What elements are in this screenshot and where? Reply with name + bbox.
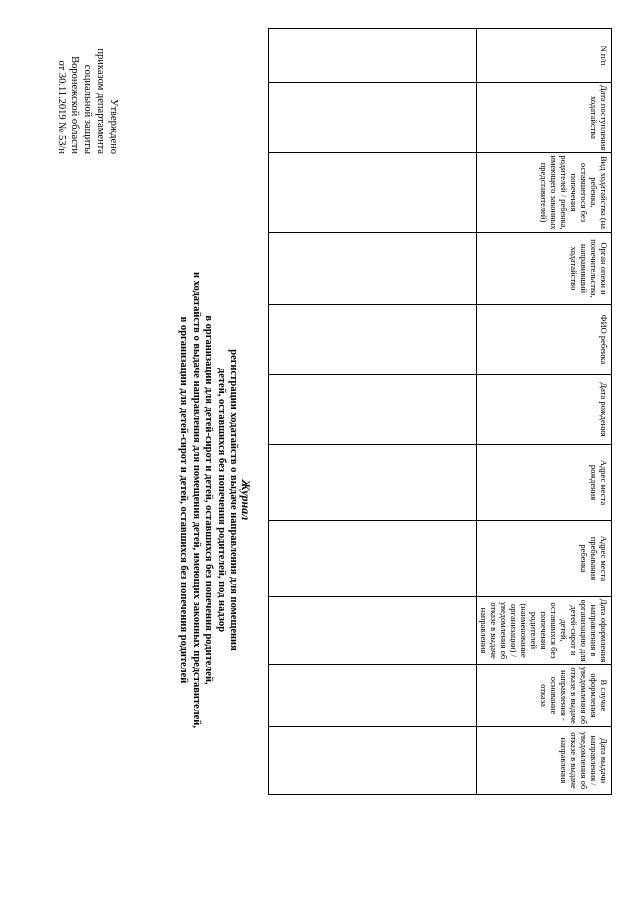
column-header-residence-address: Адрес места пребывания ребенка [477,521,612,597]
heading-line: в организации для детей-сирот и детей, оставшихся без попечения родителей, [203,315,215,685]
table-cell [269,665,477,727]
column-header-petition-type: Вид ходатайства (на ребенка, оставшегося без попечения родителей / ребенка, имеющего законных представителей) [477,153,612,233]
table-cell [269,29,477,83]
table-cell [269,83,477,153]
column-header-guardianship-authority: Орган опеки и попечительства, направивший ходатайство [477,233,612,305]
column-header-number: N п/п [477,29,612,83]
column-header-birth-place: Адрес места рождения [477,445,612,521]
column-header-issue-date: Дата выдачи направления / уведомления об отказе в выдаче направления [477,727,612,795]
table-cell [269,233,477,305]
heading-line: в организации для детей-сирот и детей, оставшихся без попечения родителей [178,316,190,684]
approval-line: социальной защиты [82,64,93,154]
document-heading [177,140,252,860]
heading-line: детей, оставшихся без попечения родителей, под надзор [216,367,227,633]
heading-line: и ходатайств о выдаче направления для помещения детей, имеющих законных представителей, [191,272,202,728]
document-title: Журнал [239,479,253,521]
table-header-row [477,29,612,795]
table-cell [269,153,477,233]
table-cell [269,597,477,665]
table-cell [269,445,477,521]
heading-line: регистрации ходатайств о выдаче направления для помещения [228,349,240,651]
column-header-receipt-date: Дата поступления ходатайства [477,83,612,153]
column-header-child-name: ФИО ребенка [477,305,612,375]
approval-line: приказом департамента [95,48,106,154]
column-header-referral-date: Дата оформления направления в организацию для детей-сирот и детей, оставшихся без попечения родителей (наименование организации) / уведомления об отказе в выдаче направления [477,597,612,665]
table-cell [269,305,477,375]
approval-line: от 30.11.2019 № 53/н [56,60,67,154]
table-row [269,29,477,795]
table-cell [269,375,477,445]
approval-line: Утверждено [108,99,119,154]
table-cell [269,727,477,795]
register-table [268,28,612,795]
table-cell [269,521,477,597]
column-header-birth-date: Дата рождения [477,375,612,445]
column-header-refusal-reason: В случае оформления уведомления об отказе в выдаче направления - основание отказа [477,665,612,727]
approval-stamp [55,4,120,154]
approval-line: Воронежской области [69,56,80,154]
